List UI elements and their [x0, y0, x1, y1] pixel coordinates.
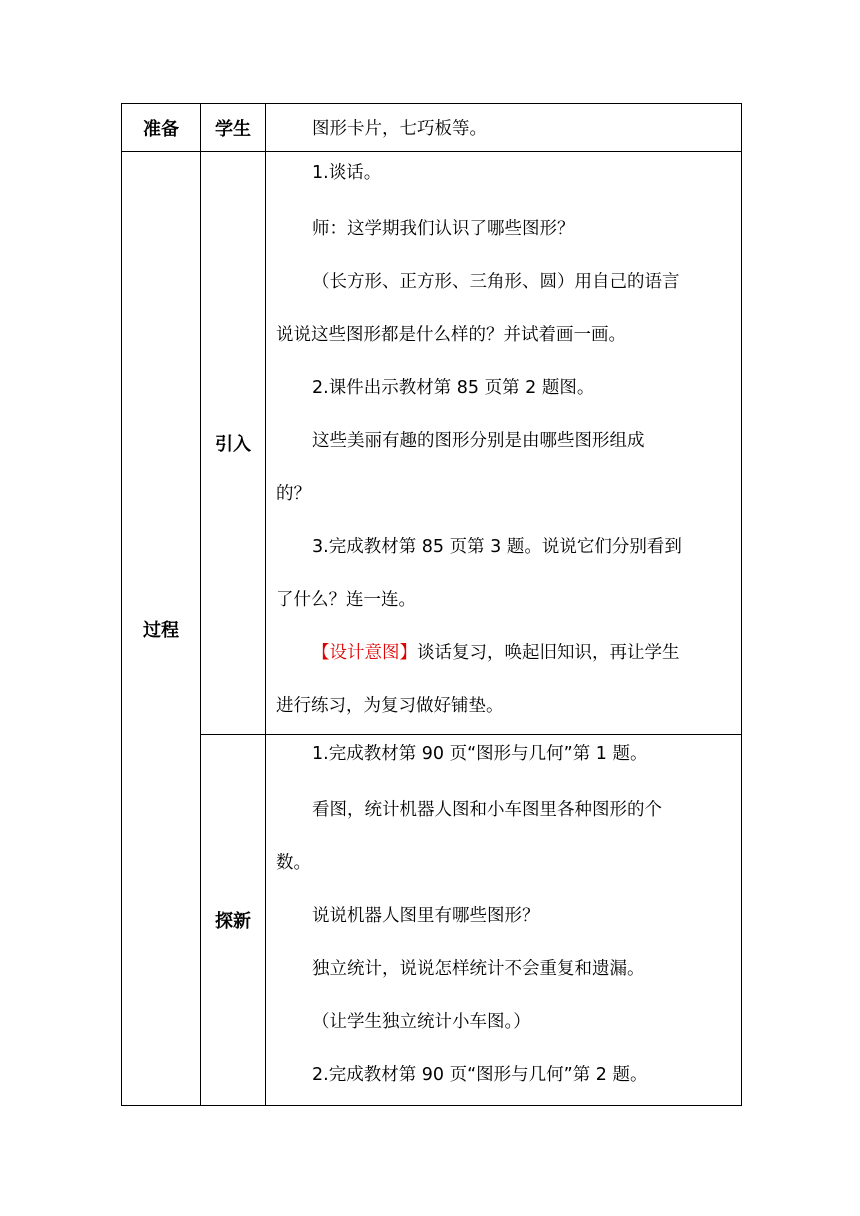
explore-paragraph-1: 1.完成教材第 90 页“图形与几何”第 1 题。	[312, 744, 648, 764]
cell-materials: 图形卡片，七巧板等。	[266, 104, 742, 152]
explore-paragraph-2b: 数。	[276, 853, 311, 873]
intro-paragraph-5a: 这些美丽有趣的图形分别是由哪些图形组成	[312, 431, 645, 451]
intro-paragraph-3a: （长方形、正方形、三角形、圆）用自己的语言	[312, 272, 680, 292]
row-exploration	[122, 735, 742, 1106]
intro-paragraph-1: 1.谈话。	[312, 163, 382, 183]
design-intent-paragraph	[276, 627, 735, 680]
intro-paragraph-2: 师：这学期我们认识了哪些图形？	[312, 219, 575, 239]
explore-paragraph-2a: 看图，统计机器人图和小车图里各种图形的个	[312, 800, 662, 820]
explore-paragraph-4: 独立统计，说说怎样统计不会重复和遗漏。	[312, 959, 645, 979]
cell-students-label: 学生	[201, 104, 266, 152]
explore-paragraph-5: （让学生独立统计小车图。）	[312, 1012, 531, 1032]
cell-intro-label: 引入	[201, 152, 266, 735]
design-intent-text-a: 谈话复习，唤起旧知识，再让学生	[417, 643, 680, 663]
row-introduction	[122, 152, 742, 735]
cell-preparation-label: 准备	[122, 104, 201, 152]
intro-paragraph-4: 2.课件出示教材第 85 页第 2 题图。	[312, 378, 595, 398]
cell-explore-label: 探新	[201, 735, 266, 1106]
intro-paragraph-5b: 的？	[276, 484, 311, 504]
design-intent-tag: 【设计意图】	[312, 643, 417, 663]
cell-explore-content	[266, 735, 742, 1106]
intro-paragraph-3b: 说说这些图形都是什么样的？并试着画一画。	[276, 325, 626, 345]
explore-paragraph-6: 2.完成教材第 90 页“图形与几何”第 2 题。	[312, 1065, 648, 1085]
cell-intro-content	[266, 152, 742, 735]
explore-paragraph-3: 说说机器人图里有哪些图形？	[312, 906, 540, 926]
row-preparation	[122, 104, 742, 152]
cell-process-label: 过程	[122, 152, 201, 1106]
design-intent-text-b: 进行练习，为复习做好铺垫。	[276, 696, 504, 716]
intro-paragraph-6a: 3.完成教材第 85 页第 3 题。说说它们分别看到	[312, 537, 682, 557]
intro-paragraph-6b: 了什么？连一连。	[276, 590, 416, 610]
lesson-plan-table	[121, 103, 742, 1106]
